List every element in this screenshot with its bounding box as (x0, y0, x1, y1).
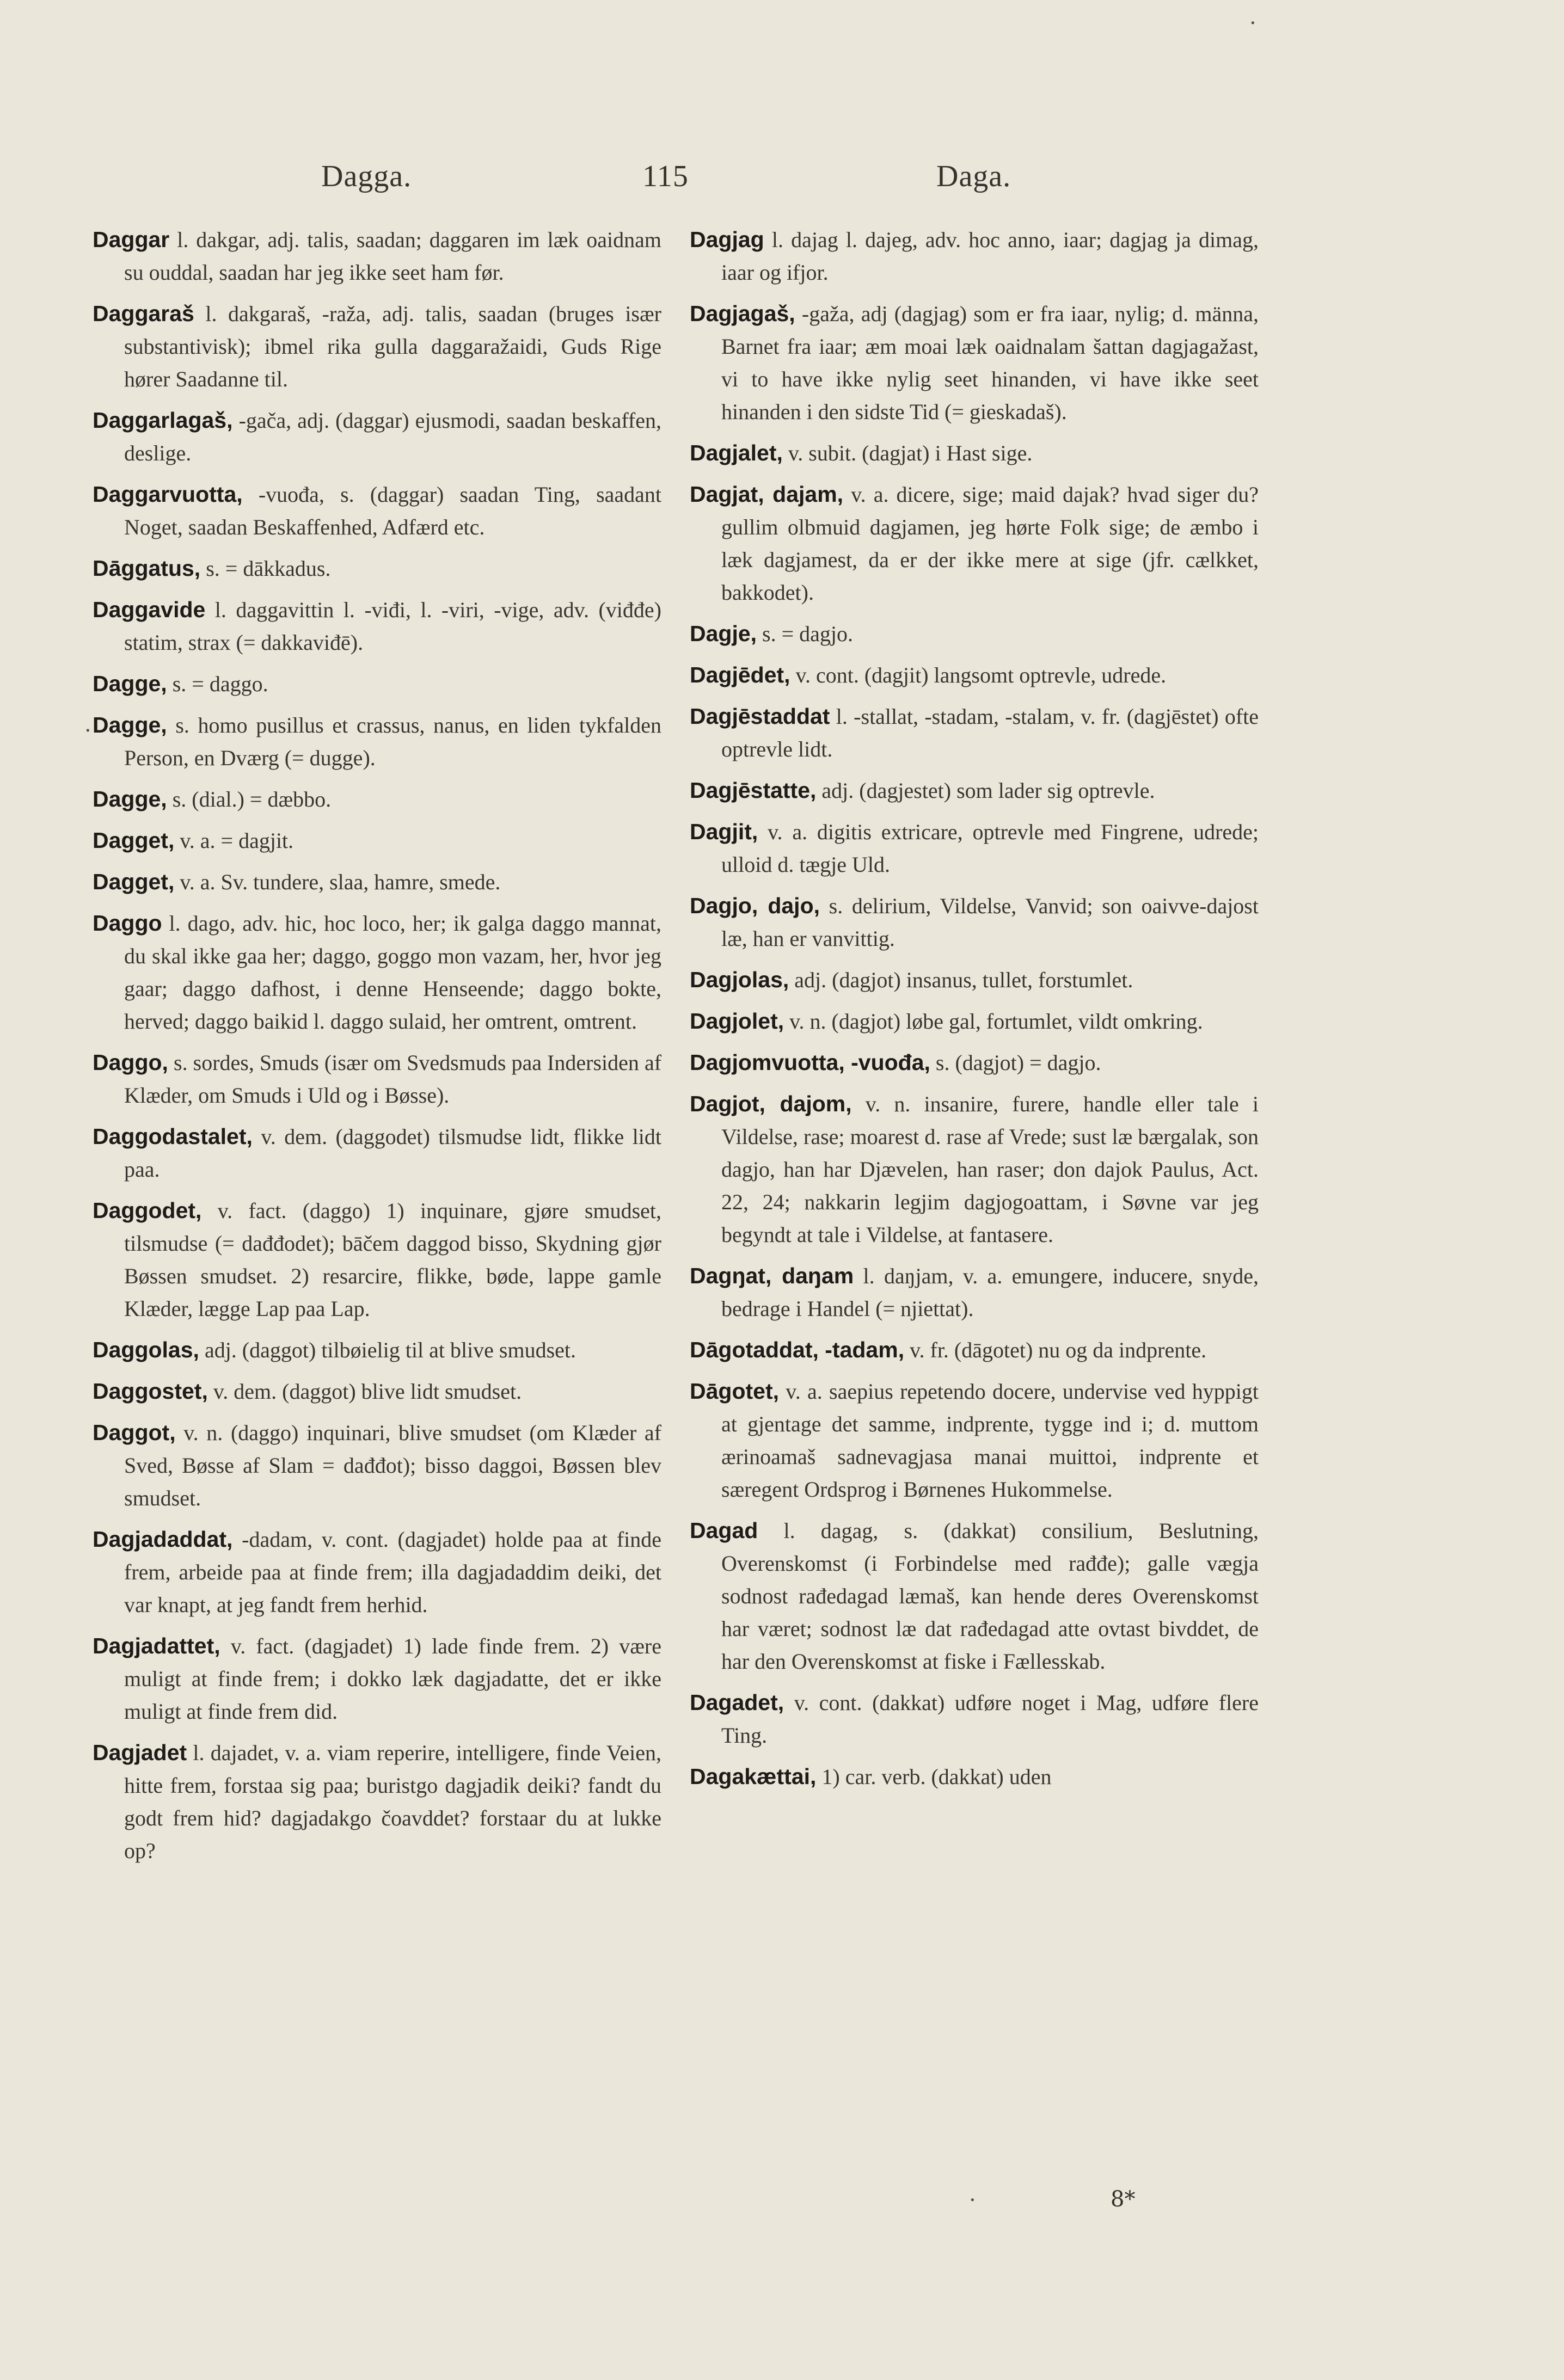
entry-headword: Dagjolas, (690, 967, 789, 992)
dictionary-entry (690, 1046, 1259, 1079)
entry-headword: Dagakættai, (690, 1764, 817, 1789)
dictionary-entry (93, 667, 661, 700)
dictionary-entry (690, 1087, 1259, 1251)
entry-headword: Dagjalet, (690, 440, 783, 465)
entry-headword: Daggo, (93, 1050, 168, 1075)
entry-definition: v. a. digitis extricare, optrevle med Fingrene, udrede; ulloid d. tægje Uld. (721, 820, 1259, 877)
entry-definition: v. fact. (dagjadet) 1) lade finde frem. 2) være muligt at finde frem; i dokko læk dagjadatte, det er ikke muligt at finde frem did. (124, 1634, 662, 1724)
left-column (93, 223, 661, 1875)
entry-headword: Dāgotet, (690, 1379, 779, 1404)
speck-mark: · (969, 2188, 976, 2213)
entry-definition: v. n. insanire, furere, handle eller tale i Vildelse, rase; moarest d. rase af Vrede; sust læ bærgalak, son dagjo, han har Djævelen, han raser; don dajok Paulus, Act. 22, 24; nakkarin legjim dagjogoattam, i Søvne var jeg begyndt at tale i Vildelse, at fantasere. (721, 1092, 1259, 1247)
dictionary-entry (690, 1760, 1259, 1793)
entry-headword: Dagjit, (690, 819, 758, 844)
entry-definition: l. dakgaraš, -raža, adj. talis, saadan (bruges især substantivisk); ibmel rika gulla daggaražaidi, Guds Rige hører Saadanne til. (124, 302, 661, 391)
right-column (690, 223, 1259, 1801)
entry-definition: v. fact. (daggo) 1) inquinare, gjøre smudset, tilsmudse (= dađđodet); bāčem daggod bisso, Skydning gjør Bøssen smudset. 2) resarcire, flikke, bøde, lappe gamle Klæder, lægge Lap paa Lap. (124, 1198, 661, 1321)
entry-headword: Daggavide (93, 597, 206, 622)
entry-definition: v. cont. (dakkat) udføre noget i Mag, udføre flere Ting. (721, 1690, 1259, 1748)
running-head-right: Daga. (936, 159, 1011, 193)
entry-definition: s. homo pusillus et crassus, nanus, en liden tykfalden Person, en Dværg (= dugge). (124, 713, 662, 770)
dictionary-entry (93, 1629, 661, 1728)
entry-definition: s. = daggo. (172, 672, 268, 696)
dictionary-entry (93, 1736, 661, 1867)
dictionary-entry (93, 907, 661, 1038)
entry-headword: Dagjolet, (690, 1008, 784, 1034)
entry-definition: l. dajag l. dajeg, adv. hoc anno, iaar; dagjag ja dimag, iaar og ifjor. (721, 227, 1259, 285)
dictionary-entry (690, 223, 1259, 289)
entry-definition: s. sordes, Smuds (især om Svedsmuds paa Indersiden af Klæder, om Smuds i Uld og i Bøsse). (124, 1050, 662, 1108)
dictionary-entry (93, 552, 661, 585)
page-number: 115 (642, 159, 689, 193)
entry-definition: v. n. (daggo) inquinari, blive smudset (om Klæder af Sved, Bøsse af Slam = dađđot); bisso daggoi, Bøssen blev smudset. (124, 1420, 661, 1510)
entry-headword: Daggodastalet, (93, 1124, 253, 1149)
entry-headword: Dagget, (93, 869, 175, 894)
entry-definition: l. daggavittin l. -viđi, l. -viri, -vige, adv. (viđđe) statim, strax (= dakkaviđē). (124, 598, 661, 655)
entry-headword: Daggaraš (93, 301, 194, 326)
dictionary-entry (93, 1120, 661, 1186)
entry-definition: v. n. (dagjot) løbe gal, fortumlet, vildt omkring. (789, 1009, 1203, 1034)
entry-headword: Dagge, (93, 671, 167, 696)
dictionary-entry (690, 815, 1259, 881)
entry-headword: Dagjēstatte, (690, 778, 817, 803)
entry-definition: v. a. Sv. tundere, slaa, hamre, smede. (180, 870, 501, 894)
entry-definition: l. dakgar, adj. talis, saadan; daggaren im læk oaidnam su ouddal, saadan har jeg ikke seet ham før. (124, 227, 661, 285)
dictionary-entry (93, 783, 661, 816)
entry-headword: Dāggatus, (93, 556, 201, 581)
dictionary-entry (690, 297, 1259, 428)
entry-headword: Dagjomvuotta, -vuođa, (690, 1050, 930, 1075)
dictionary-entry (690, 1005, 1259, 1038)
entry-definition: v. fr. (dāgotet) nu og da indprente. (910, 1338, 1207, 1362)
entry-definition: l. daŋjam, v. a. emungere, inducere, snyde, bedrage i Handel (= njiettat). (721, 1264, 1259, 1321)
dictionary-entry (93, 1523, 661, 1621)
dictionary-entry (93, 709, 661, 774)
entry-headword: Dagjagaš, (690, 301, 795, 326)
entry-definition: v. subit. (dagjat) i Hast sige. (788, 441, 1033, 465)
dictionary-entry (690, 963, 1259, 997)
entry-definition: 1) car. verb. (dakkat) uden (821, 1764, 1052, 1789)
entry-headword: Daggar (93, 227, 170, 252)
dictionary-entry (93, 404, 661, 470)
dictionary-entry (690, 436, 1259, 470)
entry-headword: Dagŋat, daŋam (690, 1263, 854, 1288)
entry-headword: Dagget, (93, 828, 175, 853)
entry-headword: Dāgotaddat, -tadam, (690, 1337, 905, 1362)
dictionary-entry (93, 1375, 661, 1408)
entry-headword: Daggarvuotta, (93, 482, 243, 507)
entry-definition: l. dago, adv. hic, hoc loco, her; ik galga daggo mannat, du skal ikke gaa her; daggo, goggo mon vazam, her, hvor jeg gaar; daggo dafhost, i denne Henseende; daggo bokte, herved; daggo baikid l. daggo sulaid, her omtrent, omtrent. (124, 911, 662, 1034)
dictionary-entry (93, 824, 661, 857)
dictionary-entry (93, 865, 661, 899)
entry-headword: Daggot, (93, 1420, 176, 1445)
entry-definition: v. dem. (daggodet) tilsmudse lidt, flikke lidt paa. (124, 1124, 661, 1182)
entry-definition: l. dagag, s. (dakkat) consilium, Beslutning, Overenskomst (i Forbindelse med rađđe); galle vægja sodnost rađedagad læmaš, kan hende deres Overenskomst har været; sodnost læ dat rađedagad atte ovtast bivddet, de har den Overenskomst at fiske i Fællesskab. (721, 1518, 1259, 1674)
entry-definition: -gaža, adj (dagjag) som er fra iaar, nylig; d. männa, Barnet fra iaar; æm moai læk oaidnalam šattan dagjagažast, vi to have ikke nylig seet hinanden, vi have ikke seet hinanden i den sidste Tid (= gieskadaš). (721, 302, 1259, 424)
entry-headword: Daggodet, (93, 1198, 202, 1223)
entry-definition: v. cont. (dagjit) langsomt optrevle, udrede. (795, 663, 1167, 687)
entry-headword: Dagjēstaddat (690, 704, 830, 729)
entry-headword: Daggarlagaš, (93, 408, 233, 433)
entry-definition: adj. (dagjot) insanus, tullet, forstumlet. (794, 968, 1133, 992)
speck-mark: · (84, 718, 91, 743)
running-head-left: Dagga. (321, 159, 412, 193)
entry-definition: v. dem. (daggot) blive lidt smudset. (213, 1379, 522, 1404)
entry-definition: s. delirium, Vildelse, Vanvid; son oaivve-dajost læ, han er vanvittig. (721, 894, 1259, 951)
dictionary-entry (690, 478, 1259, 609)
signature-mark: 8* (1111, 2187, 1136, 2212)
entry-definition: l. -stallat, -stadam, -stalam, v. fr. (dagjēstet) ofte optrevle lidt. (721, 704, 1259, 761)
entry-definition: s. (dial.) = dæbbo. (172, 787, 332, 811)
entry-headword: Dagjadet (93, 1740, 187, 1765)
entry-definition: v. a. saepius repetendo docere, undervise ved hyppigt at gjentage det samme, indprente, tygge ind i; d. muttom ærinoamaš sadnevagjasa manai muittoi, indprente et særegent Ordsprog i Børnenes Hukommelse. (721, 1379, 1259, 1502)
entry-headword: Daggostet, (93, 1379, 208, 1404)
entry-definition: v. a. dicere, sige; maid dajak? hvad siger du? gullim olbmuid dagjamen, jeg hørte Folk sige; de æmbo i læk dagjamest, da er der ikke mere at sige (jfr. cælkket, bakkodet). (721, 482, 1259, 605)
entry-definition: s. = dākkadus. (206, 556, 331, 581)
entry-headword: Dagjo, dajo, (690, 893, 820, 918)
entry-headword: Daggo (93, 911, 162, 936)
entry-definition: l. dajadet, v. a. viam reperire, intelligere, finde Veien, hitte frem, forstaa sig paa; buristgo dagjadik deiki? fandt du godt frem hid? dagjadakgo čoavddet? forstaar du at lukke op? (124, 1741, 661, 1863)
entry-definition: s. (dagjot) = dagjo. (935, 1050, 1101, 1075)
dictionary-entry (690, 659, 1259, 692)
dictionary-entry (690, 1686, 1259, 1752)
dictionary-entry (690, 617, 1259, 650)
dictionary-entry (93, 478, 661, 544)
entry-headword: Dagjat, dajam, (690, 482, 844, 507)
entry-definition: adj. (daggot) tilbøielig til at blive smudset. (204, 1338, 576, 1362)
entry-definition: adj. (dagjestet) som lader sig optrevle. (821, 778, 1155, 803)
speck-mark: · (1249, 11, 1256, 36)
entry-headword: Dagge, (93, 786, 167, 811)
entry-headword: Dagjag (690, 227, 764, 252)
entry-headword: Daggolas, (93, 1337, 199, 1362)
entry-headword: Dagjadaddat, (93, 1527, 233, 1552)
dictionary-entry (690, 1375, 1259, 1506)
dictionary-entry (93, 1333, 661, 1367)
dictionary-entry (93, 1046, 661, 1112)
dictionary-entry (93, 297, 661, 396)
dictionary-entry (690, 1514, 1259, 1678)
dictionary-entry (690, 889, 1259, 955)
dictionary-entry (93, 1416, 661, 1515)
entry-headword: Dagje, (690, 621, 757, 646)
dictionary-entry (690, 774, 1259, 807)
dictionary-entry (690, 1333, 1259, 1367)
entry-definition: -dadam, v. cont. (dagjadet) holde paa at finde frem, arbeide paa at finde frem; illa dagjadaddim deiki, det var knapt, at jeg fandt frem herhid. (124, 1527, 661, 1617)
dictionary-entry (93, 1194, 661, 1325)
entry-headword: Dagjadattet, (93, 1633, 220, 1658)
entry-headword: Dagjot, dajom, (690, 1091, 852, 1116)
entry-headword: Dagad (690, 1518, 758, 1543)
dictionary-entry (690, 700, 1259, 766)
dictionary-entry (690, 1259, 1259, 1325)
dictionary-entry (93, 593, 661, 659)
entry-definition: v. a. = dagjit. (180, 828, 294, 853)
entry-definition: -gača, adj. (daggar) ejusmodi, saadan beskaffen, deslige. (124, 408, 662, 465)
entry-headword: Dagge, (93, 712, 167, 737)
dictionary-entry (93, 223, 661, 289)
entry-definition: -vuođa, s. (daggar) saadan Ting, saadant Noget, saadan Beskaffenhed, Adfærd etc. (124, 482, 662, 539)
entry-headword: Dagadet, (690, 1690, 784, 1715)
entry-headword: Dagjēdet, (690, 662, 790, 687)
entry-definition: s. = dagjo. (762, 622, 854, 646)
